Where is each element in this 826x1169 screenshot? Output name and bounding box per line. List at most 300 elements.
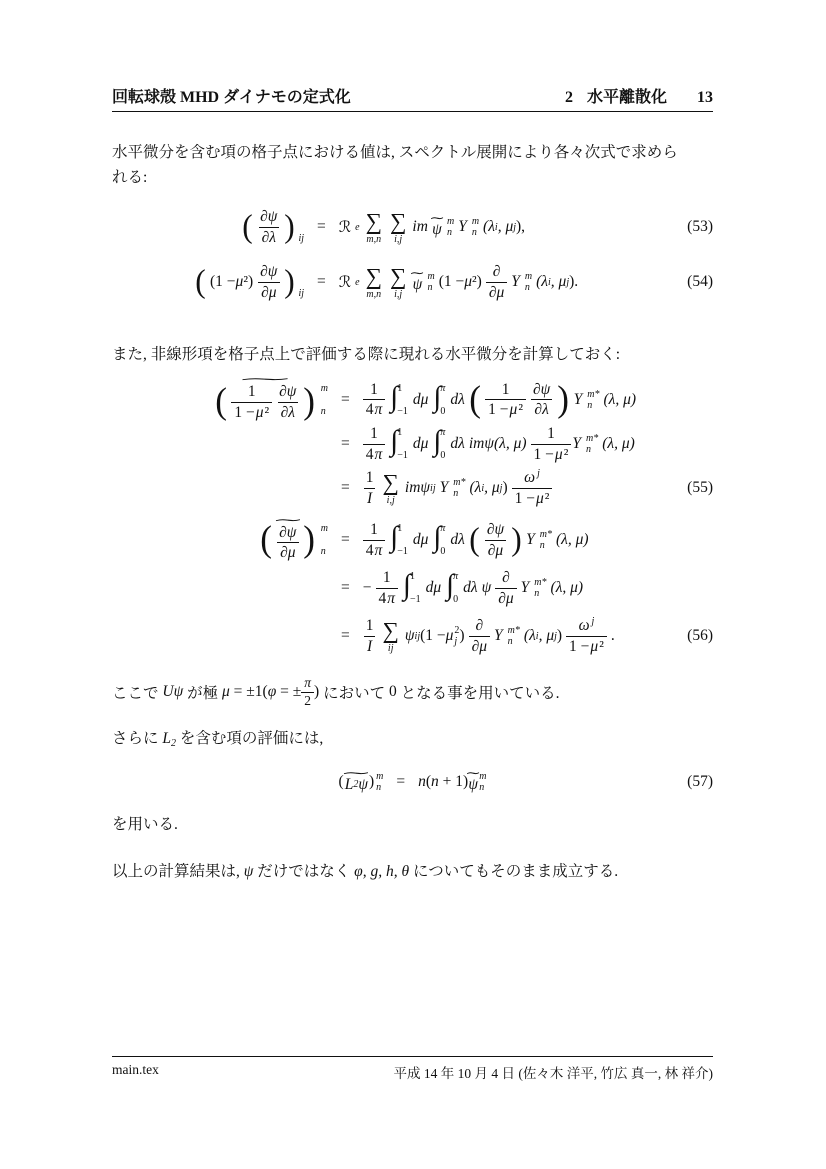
subscript-ij: ij — [298, 233, 304, 245]
sub-2: 2 — [171, 738, 177, 750]
one-minus-mu2 — [210, 273, 253, 291]
integral-operator — [390, 382, 408, 418]
running-title: 回転球殻 MHD ダイナモの定式化 — [112, 89, 351, 106]
denominator: 2 — [301, 692, 314, 710]
psi-symbol: ψ — [412, 275, 423, 293]
fraction — [257, 262, 280, 302]
dlambda: dλ — [450, 390, 465, 408]
lower-limit: 0 — [453, 594, 459, 606]
sigma-icon: ∑ — [389, 263, 407, 289]
page-number: 13 — [697, 89, 713, 106]
numerator: 1 — [370, 521, 378, 539]
numerator: ∂ψ — [532, 380, 551, 398]
footer-rule — [112, 1056, 713, 1057]
text: についてもそのまま成立する. — [409, 863, 619, 881]
widetilde-group — [215, 372, 316, 423]
denominator — [485, 399, 526, 419]
mu-symbol: μ — [464, 273, 472, 291]
sub-j: j — [499, 482, 503, 494]
sum-limits: m,n — [366, 233, 382, 245]
arg-lambda: (λ — [483, 218, 495, 236]
upper-limit: 1 — [397, 427, 403, 439]
sub-n: n — [320, 546, 326, 558]
denominator: ∂μ — [485, 540, 506, 560]
fraction-1-I — [363, 616, 377, 656]
eq53-rhs — [339, 210, 525, 245]
supsub-mn — [447, 216, 454, 238]
sub-n: n — [376, 782, 382, 794]
sup-m: m — [320, 382, 328, 394]
sup-m: m — [446, 216, 455, 228]
integral-icon: ∫ — [390, 521, 399, 554]
Y-symbol: Y — [572, 435, 581, 453]
equation-tag-55: (55) — [687, 479, 713, 497]
one-minus: 1 − — [488, 401, 509, 419]
close-paren: ) — [502, 479, 508, 497]
equals-pm: = ±1( — [229, 683, 268, 701]
sup-2: 2 — [454, 625, 460, 637]
im-factor: im — [412, 218, 428, 236]
section-title: 水平離散化 — [586, 89, 667, 106]
eq56-rhs-1 — [363, 520, 589, 560]
sup-mstar: m* — [585, 433, 599, 445]
integral-limits — [397, 522, 408, 558]
big-right-paren: ) — [284, 264, 296, 301]
four: 4 — [378, 589, 387, 607]
n-symbol: n — [431, 773, 439, 791]
arg-lambda: (λ — [469, 479, 482, 497]
denominator — [363, 444, 386, 464]
header-right — [565, 84, 713, 107]
lower-limit: −1 — [397, 546, 408, 558]
numerator: 1 — [370, 425, 378, 443]
lower-limit: 0 — [440, 546, 446, 558]
page-body — [112, 140, 713, 884]
big-left-paren: ( — [469, 378, 481, 420]
arguments — [469, 479, 507, 497]
close-paren: ) — [368, 773, 375, 791]
eq57-lhs — [338, 765, 384, 794]
text: ここで — [112, 685, 163, 703]
denominator: ∂μ — [469, 636, 490, 656]
eq55-rhs-2 — [363, 424, 635, 464]
numerator: 1 — [547, 425, 555, 443]
eq56-line-2 — [112, 564, 713, 612]
numerator: 1 — [365, 469, 374, 487]
sup-mstar: m* — [453, 477, 466, 489]
psi-symbol: ψ — [481, 579, 492, 597]
arg-mu: , μ — [484, 479, 500, 497]
eq56-line-1 — [112, 512, 713, 564]
eq57-rhs — [418, 765, 487, 794]
arguments — [536, 273, 578, 291]
paren-one-minus: (1 − — [210, 273, 236, 291]
lower-limit: −1 — [397, 405, 408, 417]
fraction-1-4pi — [376, 568, 399, 608]
sub-j: j — [454, 636, 458, 648]
big-left-paren: ( — [215, 381, 228, 423]
equals-sign: = — [341, 479, 350, 497]
sum-operator — [390, 265, 406, 300]
sub-n: n — [524, 282, 530, 294]
eq53-lhs — [112, 207, 304, 247]
eq56-lhs — [112, 512, 328, 563]
squared-close: ²) — [472, 273, 482, 291]
denominator — [512, 488, 553, 508]
numerator: ∂ψ — [486, 521, 505, 539]
denominator: ∂λ — [278, 402, 298, 422]
text: を含む項の評価には, — [176, 730, 324, 748]
numerator: 1 — [365, 617, 374, 635]
sum-limits: i,j — [386, 494, 395, 506]
sub-i: i — [481, 482, 485, 494]
numerator — [521, 468, 543, 487]
numerator: ∂ψ — [260, 208, 278, 226]
equation-tag-53: (53) — [687, 218, 713, 236]
paragraph-1-line-1: 水平微分を含む項の格子点における値は, スペクトル展開により各々次式で求めら — [112, 144, 678, 161]
Y-symbol: Y — [573, 390, 583, 408]
lower-limit: −1 — [397, 450, 408, 462]
psi-symbol: ψ — [432, 220, 442, 238]
sigma-icon: ∑ — [382, 617, 399, 643]
eq55-rhs-1 — [363, 380, 636, 420]
sub-i: i — [494, 221, 498, 233]
integral-limits — [440, 382, 445, 418]
Y-symbol: Y — [458, 218, 467, 236]
one-minus: 1 − — [514, 489, 535, 507]
Y-symbol: Y — [511, 273, 520, 291]
denominator: ∂μ — [486, 282, 507, 302]
psi-symbol: ψ — [243, 863, 254, 881]
minus-sign: − — [362, 579, 372, 597]
equals-pm: = ± — [276, 683, 302, 701]
Y-symbol: Y — [494, 627, 503, 645]
zero: 0 — [388, 683, 397, 701]
integral-operator — [433, 426, 445, 462]
sigma-icon: ∑ — [389, 208, 407, 234]
dmu: dμ — [425, 579, 442, 597]
one-minus: 1 − — [569, 637, 590, 655]
equation-block-53-54 — [112, 202, 713, 308]
numerator: ∂ — [502, 569, 510, 587]
supsub-mstar-n — [534, 577, 546, 599]
sum-limits: i,j — [394, 233, 403, 245]
denominator: ∂λ — [259, 227, 279, 247]
supsub-mn — [321, 521, 328, 559]
eq56-line-3 — [112, 612, 713, 660]
text: となる事を用いている. — [396, 685, 560, 703]
paragraph-3 — [112, 672, 713, 712]
eq56-rhs-2 — [363, 568, 583, 608]
Y-symbol: Y — [526, 531, 535, 549]
integral-limits — [453, 570, 458, 606]
dmu: dμ — [412, 531, 429, 549]
sum-operator — [366, 265, 382, 300]
phi-symbol: φ — [267, 683, 277, 701]
dlambda: dλ — [450, 531, 465, 549]
lower-limit: −1 — [409, 594, 421, 606]
integral-limits — [440, 522, 445, 558]
lower-limit: 0 — [440, 405, 446, 417]
integral-icon: ∫ — [403, 569, 411, 602]
sub-2: 2 — [353, 779, 359, 791]
impsi-ij — [405, 479, 436, 497]
sub-n: n — [320, 405, 326, 417]
omega-symbol: ω — [578, 617, 590, 635]
sub-n: n — [507, 636, 513, 648]
arguments: (λ, μ) — [550, 579, 584, 597]
mu-symbol: μ — [235, 273, 244, 291]
squared: ² — [563, 445, 569, 463]
footer-row — [112, 1062, 713, 1082]
sup-mstar: m* — [587, 388, 600, 400]
sub-n: n — [585, 444, 591, 456]
big-right-paren: ) — [303, 381, 316, 423]
squared: ² — [599, 637, 604, 655]
numerator — [576, 616, 598, 635]
n-symbol: n — [418, 773, 426, 791]
fraction — [485, 380, 526, 420]
denominator: I — [364, 636, 375, 656]
Y-symbol: Y — [439, 479, 449, 497]
upper-limit: π — [440, 523, 446, 535]
integral-operator — [390, 426, 408, 462]
numerator: ∂ — [475, 617, 484, 635]
arg-lambda: (λ — [523, 627, 536, 645]
equals-sign: = — [396, 773, 406, 791]
sub-n: n — [453, 488, 459, 500]
fraction-omega — [512, 468, 553, 508]
sup-mstar: m* — [507, 625, 520, 637]
denominator — [363, 540, 386, 560]
sub-n: n — [471, 227, 477, 239]
partial-derivative — [495, 568, 516, 608]
upper-limit: 1 — [409, 571, 415, 583]
big-left-paren: ( — [195, 264, 206, 301]
denominator: ∂λ — [531, 399, 551, 419]
equation-54 — [112, 256, 713, 308]
sum-limits: i,j — [394, 288, 403, 300]
sub-n: n — [587, 399, 593, 411]
sum-operator — [383, 471, 399, 506]
fraction — [231, 382, 272, 422]
paragraph-2: また, 非線形項を格子点上で評価する際に現れる水平微分を計算しておく: — [112, 346, 621, 364]
big-left-paren: ( — [260, 519, 272, 561]
fraction — [257, 207, 280, 247]
integral-icon: ∫ — [446, 569, 455, 602]
eq56-rhs-3 — [363, 616, 615, 656]
sub-i: i — [548, 276, 551, 288]
arguments: (λ, μ) — [555, 531, 589, 549]
sigma-icon: ∑ — [365, 208, 382, 234]
L-symbol: L — [162, 730, 172, 748]
integral-operator — [403, 570, 421, 606]
supsub-mn — [525, 271, 532, 293]
denominator — [231, 402, 272, 422]
big-left-paren: ( — [469, 521, 480, 558]
integral-limits — [397, 382, 408, 418]
integral-icon: ∫ — [390, 425, 399, 458]
supsub-mn — [472, 216, 479, 238]
sub-ij: ij — [414, 630, 421, 642]
fraction — [276, 382, 299, 422]
impsi: imψ — [404, 479, 431, 497]
four: 4 — [365, 401, 374, 419]
dpsi: ∂ψ — [279, 523, 297, 541]
sub-n: n — [534, 588, 540, 600]
supsub-mstar-n — [508, 625, 520, 647]
equation-53 — [112, 202, 713, 252]
paren-one-minus: (1 − — [438, 273, 465, 291]
pi-symbol: π — [374, 401, 383, 419]
fraction — [484, 520, 507, 560]
denominator — [531, 444, 572, 464]
numerator: 1 — [247, 383, 256, 401]
equals-sign: = — [341, 579, 350, 597]
partial-derivative — [486, 262, 507, 302]
upper-limit: π — [440, 427, 446, 439]
arguments — [524, 627, 562, 645]
sum-limits: ij — [387, 642, 394, 654]
sup-m: m — [479, 771, 487, 783]
numerator: 1 — [501, 380, 510, 398]
equation-57 — [112, 762, 713, 802]
open-paren: ( — [425, 773, 432, 791]
mu-symbol: μ — [221, 683, 230, 701]
denominator: ∂μ — [277, 542, 298, 562]
sup-m: m — [376, 771, 384, 783]
fraction — [271, 512, 304, 563]
tilde-psi — [409, 265, 426, 294]
close-paren-period: ). — [569, 273, 579, 291]
supsub-mn — [427, 271, 434, 293]
integral-icon: ∫ — [433, 521, 442, 554]
header-rule — [112, 111, 713, 112]
sup-m: m — [471, 216, 480, 228]
upper-limit: 1 — [397, 382, 403, 394]
supsub-mstar-n — [586, 433, 598, 455]
arg-mu: , μ — [550, 273, 567, 291]
tilde-accent: ∼ — [409, 265, 426, 280]
supsub-mn — [321, 381, 328, 419]
text: さらに — [112, 730, 163, 748]
footer-filename: main.tex — [112, 1062, 159, 1077]
Y-symbol: Y — [520, 579, 530, 597]
equals-sign: = — [341, 390, 350, 408]
partial-derivative — [469, 616, 490, 656]
four: 4 — [365, 541, 374, 559]
numerator: 1 — [382, 569, 391, 587]
sup-m: m — [524, 271, 533, 283]
fraction-omega — [566, 616, 607, 656]
denominator: ∂μ — [258, 282, 279, 302]
big-right-paren: ) — [557, 378, 570, 420]
arguments: (λ, μ) — [603, 390, 637, 408]
sub-j: j — [513, 221, 517, 233]
tilde-accent: ∼ — [340, 765, 373, 780]
period: . — [610, 627, 615, 645]
denominator — [566, 636, 607, 656]
equation-block-56 — [112, 512, 713, 660]
close-paren: ) — [556, 627, 563, 645]
upper-limit: π — [453, 571, 459, 583]
tilde-accent: ∼ — [271, 512, 304, 527]
arg-mu: , μ — [538, 627, 555, 645]
sub-n: n — [479, 782, 485, 794]
tilde-accent: ∼ — [428, 210, 445, 225]
script-R: ℛ — [338, 218, 352, 237]
arg-lambda: (λ — [536, 273, 548, 291]
equation-tag-57: (57) — [687, 773, 713, 791]
text: 以上の計算結果は, — [112, 863, 244, 881]
equation-tag-56: (56) — [687, 627, 713, 645]
U-psi: Uψ — [162, 683, 184, 701]
big-right-paren: ) — [284, 209, 296, 246]
page-header — [112, 84, 713, 112]
sub-j: j — [537, 468, 540, 480]
integral-operator — [433, 382, 445, 418]
open-paren: ( — [338, 773, 344, 791]
equals-sign: = — [317, 273, 326, 291]
sub-j: j — [591, 616, 595, 628]
paragraph-5: を用いる. — [112, 816, 178, 834]
close-paren: ) — [314, 683, 320, 701]
denominator — [363, 399, 386, 419]
variable-list: φ, g, h, θ — [354, 863, 410, 881]
sum-operator — [383, 619, 399, 654]
widetilde-L2psi — [340, 765, 373, 794]
equation-block-55 — [112, 372, 713, 510]
sum-limits: m,n — [366, 288, 382, 300]
sub-j: j — [554, 630, 557, 642]
section-number: 2 — [564, 89, 573, 106]
squared-close: ²) — [243, 273, 254, 291]
fraction-1-4pi — [363, 424, 386, 464]
eq55-rhs-3 — [363, 468, 553, 508]
fraction-pi-2 — [301, 675, 314, 710]
mu-symbol: μ — [554, 445, 563, 463]
paren-one-minus: (1 − — [420, 627, 446, 645]
psi-ij-factor — [405, 625, 465, 647]
sup-m: m — [427, 271, 435, 283]
subscript-e: e — [355, 221, 360, 233]
psi-symbol: ψ — [468, 775, 479, 793]
squared: ² — [518, 401, 523, 419]
header-row — [112, 84, 713, 107]
numerator: ∂ — [492, 263, 501, 281]
sub-n: n — [427, 282, 433, 294]
close-paren-comma: ), — [516, 218, 526, 236]
fraction-1-4pi — [363, 520, 386, 560]
eq55-line-3 — [112, 466, 713, 510]
upper-limit: π — [440, 382, 446, 394]
dmu: dμ — [412, 435, 429, 453]
equals-sign: = — [341, 435, 350, 453]
paragraph-1-line-2: れる: — [112, 169, 148, 187]
supsub-mstar-n — [453, 477, 465, 499]
numerator: π — [304, 674, 312, 690]
fraction-1-4pi — [363, 380, 386, 420]
one-minus: 1 − — [533, 445, 554, 463]
integral-limits — [410, 570, 421, 606]
text: において — [319, 685, 389, 703]
eq54-lhs — [112, 262, 304, 302]
footer-date-authors: 平成 14 年 10 月 4 日 (佐々木 洋平, 竹広 真一, 林 祥介) — [393, 1066, 713, 1081]
one-minus: 1 − — [234, 403, 255, 421]
equals-sign: = — [341, 627, 350, 645]
equals-sign: = — [317, 218, 326, 236]
sup-mstar: m* — [539, 529, 552, 541]
